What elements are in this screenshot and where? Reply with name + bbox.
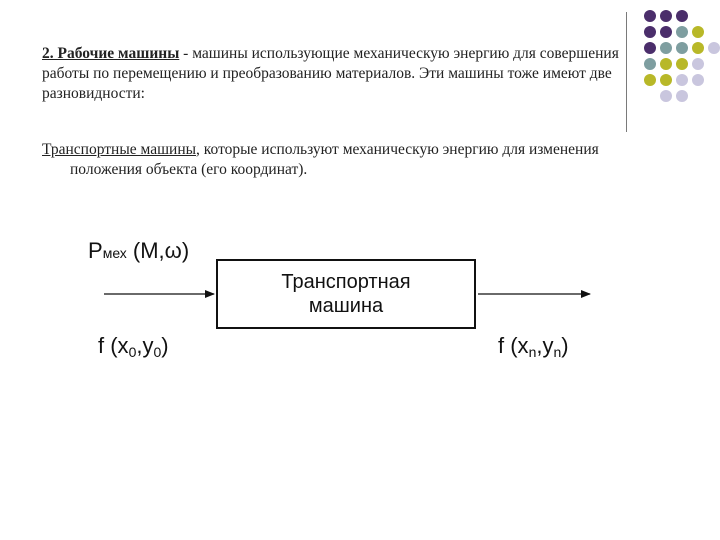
decorative-dot	[692, 26, 704, 38]
decorative-dot	[692, 74, 704, 86]
decorative-dot	[676, 74, 688, 86]
machine-label-line1: Транспортная	[281, 271, 411, 293]
decorative-dot	[660, 74, 672, 86]
energy-subscript: мех	[102, 245, 127, 261]
paragraph-text: - машины использующие механическую энергию для совершения работы по перемещению и преобразованию материалов. Эти машины тоже имеют две разновидности:	[42, 45, 619, 102]
decorative-dot	[660, 42, 672, 54]
state-prefix: f (x	[98, 333, 129, 358]
decorative-dot	[644, 42, 656, 54]
decorative-dot	[660, 10, 672, 22]
state-mid: ,y	[136, 333, 154, 358]
decorative-dot	[676, 26, 688, 38]
decorative-dot	[644, 10, 656, 22]
decorative-dot	[676, 10, 688, 22]
state-subscript-x: 0	[128, 344, 137, 360]
decorative-dot-grid	[640, 10, 720, 110]
decorative-dot	[660, 90, 672, 102]
transport-machine-box	[216, 259, 476, 329]
decorative-dot	[676, 58, 688, 70]
decorative-dot	[676, 42, 688, 54]
input-energy-label	[88, 238, 189, 264]
paragraph-transport-machines	[42, 140, 622, 180]
decorative-dot	[644, 74, 656, 86]
state-mid: ,y	[536, 333, 554, 358]
state-suffix: )	[161, 333, 169, 358]
decorative-dot	[644, 26, 656, 38]
decorative-dot	[676, 90, 688, 102]
state-subscript-x: n	[528, 344, 537, 360]
paragraph-term: Транспортные машины	[42, 141, 197, 158]
body-text	[42, 44, 622, 104]
decorative-dot	[692, 42, 704, 54]
machine-label-line2: машина	[308, 295, 384, 317]
state-subscript-y: 0	[153, 344, 162, 360]
output-state-label	[498, 333, 569, 360]
decorative-dot	[660, 26, 672, 38]
state-subscript-y: n	[553, 344, 562, 360]
paragraph-heading: 2. Рабочие машины	[42, 45, 180, 62]
state-prefix: f (x	[498, 333, 529, 358]
energy-args: (M,ω)	[126, 238, 190, 263]
paragraph-text: , которые используют механическую энергию для изменения положения объекта (его координат).	[70, 141, 599, 178]
energy-symbol: P	[88, 238, 103, 263]
vertical-divider-line	[626, 12, 627, 132]
input-state-label	[98, 333, 169, 360]
paragraph-working-machines	[42, 44, 622, 104]
decorative-dot	[708, 42, 720, 54]
decorative-dot	[660, 58, 672, 70]
state-suffix: )	[561, 333, 569, 358]
decorative-dot	[644, 58, 656, 70]
decorative-dot	[692, 58, 704, 70]
